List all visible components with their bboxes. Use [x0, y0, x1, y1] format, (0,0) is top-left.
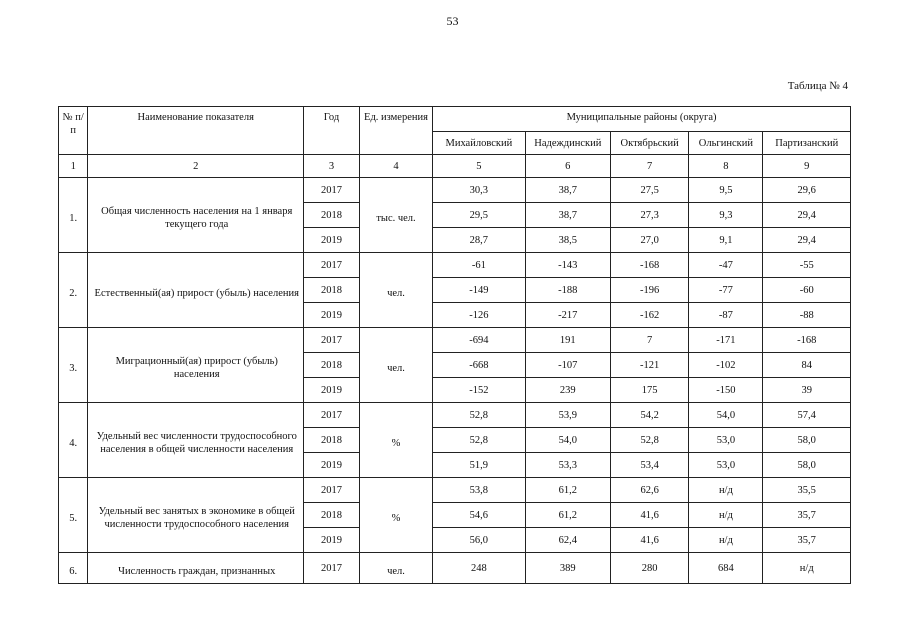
year-cell: 2018 [304, 503, 360, 528]
value-cell: 53,3 [525, 453, 610, 478]
value-cell: 53,4 [611, 453, 689, 478]
value-cell: 35,5 [763, 478, 851, 503]
value-cell: 27,0 [611, 228, 689, 253]
value-cell: 53,8 [433, 478, 526, 503]
value-cell: н/д [763, 553, 851, 584]
value-cell: 29,4 [763, 203, 851, 228]
column-number: 6 [525, 155, 610, 178]
year-cell: 2018 [304, 353, 360, 378]
value-cell: 41,6 [611, 528, 689, 553]
value-cell: -217 [525, 303, 610, 328]
value-cell: 38,7 [525, 178, 610, 203]
value-cell: 52,8 [433, 428, 526, 453]
table-row [59, 178, 851, 203]
value-cell: 58,0 [763, 428, 851, 453]
header-row [59, 107, 851, 132]
year-cell: 2017 [304, 478, 360, 503]
row-number: 2. [59, 253, 88, 328]
year-cell: 2017 [304, 253, 360, 278]
value-cell: 53,9 [525, 403, 610, 428]
header-year: Год [304, 107, 360, 155]
value-cell: 29,4 [763, 228, 851, 253]
value-cell: -102 [689, 353, 763, 378]
value-cell: -121 [611, 353, 689, 378]
column-number: 9 [763, 155, 851, 178]
value-cell: 280 [611, 553, 689, 584]
value-cell: -87 [689, 303, 763, 328]
header-unit: Ед. измерения [359, 107, 432, 155]
page-number: 53 [446, 14, 459, 28]
header-districts-group: Муниципальные районы (округа) [433, 107, 851, 132]
column-number: 7 [611, 155, 689, 178]
value-cell: н/д [689, 528, 763, 553]
value-cell: 52,8 [433, 403, 526, 428]
value-cell: -47 [689, 253, 763, 278]
year-cell: 2019 [304, 378, 360, 403]
year-cell: 2018 [304, 428, 360, 453]
column-number: 1 [59, 155, 88, 178]
year-cell: 2019 [304, 303, 360, 328]
value-cell: -77 [689, 278, 763, 303]
indicator-name: Естественный(ая) прирост (убыль) населения [88, 253, 304, 328]
value-cell: -55 [763, 253, 851, 278]
value-cell: -168 [763, 328, 851, 353]
value-cell: 29,6 [763, 178, 851, 203]
indicator-name: Численность граждан, признанных [88, 553, 304, 584]
value-cell: 52,8 [611, 428, 689, 453]
header-indicator: Наименование показателя [88, 107, 304, 155]
value-cell: -143 [525, 253, 610, 278]
value-cell: 61,2 [525, 478, 610, 503]
value-cell: 389 [525, 553, 610, 584]
table-caption: Таблица № 4 [787, 80, 848, 92]
row-number: 5. [59, 478, 88, 553]
value-cell: -150 [689, 378, 763, 403]
value-cell: 51,9 [433, 453, 526, 478]
value-cell: н/д [689, 503, 763, 528]
row-number: 1. [59, 178, 88, 253]
header-district: Ольгинский [689, 132, 763, 155]
value-cell: 62,4 [525, 528, 610, 553]
value-cell: 9,1 [689, 228, 763, 253]
value-cell: 7 [611, 328, 689, 353]
value-cell: 41,6 [611, 503, 689, 528]
row-number: 4. [59, 403, 88, 478]
indicator-name: Общая численность населения на 1 января текущего года [88, 178, 304, 253]
value-cell: -126 [433, 303, 526, 328]
year-cell: 2018 [304, 203, 360, 228]
header-district: Михайловский [433, 132, 526, 155]
value-cell: 53,0 [689, 428, 763, 453]
unit-cell: % [359, 403, 432, 478]
table-row [59, 253, 851, 278]
value-cell: -162 [611, 303, 689, 328]
year-cell: 2017 [304, 328, 360, 353]
value-cell: 29,5 [433, 203, 526, 228]
value-cell: -60 [763, 278, 851, 303]
value-cell: 54,0 [689, 403, 763, 428]
value-cell: 684 [689, 553, 763, 584]
value-cell: 56,0 [433, 528, 526, 553]
statistics-table [58, 106, 851, 584]
value-cell: -171 [689, 328, 763, 353]
indicator-name: Удельный вес занятых в экономике в общей численности трудоспособного населения [88, 478, 304, 553]
value-cell: -188 [525, 278, 610, 303]
column-number: 3 [304, 155, 360, 178]
value-cell: 175 [611, 378, 689, 403]
value-cell: 28,7 [433, 228, 526, 253]
value-cell: 27,5 [611, 178, 689, 203]
value-cell: -149 [433, 278, 526, 303]
value-cell: 30,3 [433, 178, 526, 203]
header-district: Надеждинский [525, 132, 610, 155]
value-cell: -168 [611, 253, 689, 278]
unit-cell: чел. [359, 253, 432, 328]
value-cell: 39 [763, 378, 851, 403]
indicator-name: Удельный вес численности трудоспособного населения в общей численности населения [88, 403, 304, 478]
column-number: 5 [433, 155, 526, 178]
year-cell: 2018 [304, 278, 360, 303]
unit-cell: чел. [359, 328, 432, 403]
table-row [59, 553, 851, 584]
column-number: 4 [359, 155, 432, 178]
value-cell: -196 [611, 278, 689, 303]
indicator-name: Миграционный(ая) прирост (убыль) населения [88, 328, 304, 403]
year-cell: 2017 [304, 178, 360, 203]
table-row [59, 403, 851, 428]
table-row [59, 328, 851, 353]
value-cell: 191 [525, 328, 610, 353]
value-cell: 9,5 [689, 178, 763, 203]
value-cell: -152 [433, 378, 526, 403]
year-cell: 2019 [304, 453, 360, 478]
year-cell: 2017 [304, 403, 360, 428]
value-cell: 58,0 [763, 453, 851, 478]
value-cell: 27,3 [611, 203, 689, 228]
value-cell: 9,3 [689, 203, 763, 228]
value-cell: 248 [433, 553, 526, 584]
year-cell: 2019 [304, 228, 360, 253]
value-cell: 84 [763, 353, 851, 378]
column-number: 8 [689, 155, 763, 178]
value-cell: -668 [433, 353, 526, 378]
value-cell: -88 [763, 303, 851, 328]
value-cell: 35,7 [763, 503, 851, 528]
unit-cell: тыс. чел. [359, 178, 432, 253]
unit-cell: чел. [359, 553, 432, 584]
value-cell: -61 [433, 253, 526, 278]
row-number: 6. [59, 553, 88, 584]
value-cell: 62,6 [611, 478, 689, 503]
year-cell: 2017 [304, 553, 360, 584]
value-cell: 54,2 [611, 403, 689, 428]
header-district: Партизанский [763, 132, 851, 155]
value-cell: н/д [689, 478, 763, 503]
value-cell: 38,7 [525, 203, 610, 228]
value-cell: 54,6 [433, 503, 526, 528]
column-number: 2 [88, 155, 304, 178]
value-cell: -694 [433, 328, 526, 353]
value-cell: 57,4 [763, 403, 851, 428]
value-cell: 239 [525, 378, 610, 403]
value-cell: -107 [525, 353, 610, 378]
year-cell: 2019 [304, 528, 360, 553]
header-district: Октябрьский [611, 132, 689, 155]
unit-cell: % [359, 478, 432, 553]
value-cell: 35,7 [763, 528, 851, 553]
value-cell: 38,5 [525, 228, 610, 253]
table-body [59, 178, 851, 584]
column-number-row [59, 155, 851, 178]
header-num: № п/п [59, 107, 88, 155]
value-cell: 61,2 [525, 503, 610, 528]
table-row [59, 478, 851, 503]
row-number: 3. [59, 328, 88, 403]
value-cell: 53,0 [689, 453, 763, 478]
value-cell: 54,0 [525, 428, 610, 453]
